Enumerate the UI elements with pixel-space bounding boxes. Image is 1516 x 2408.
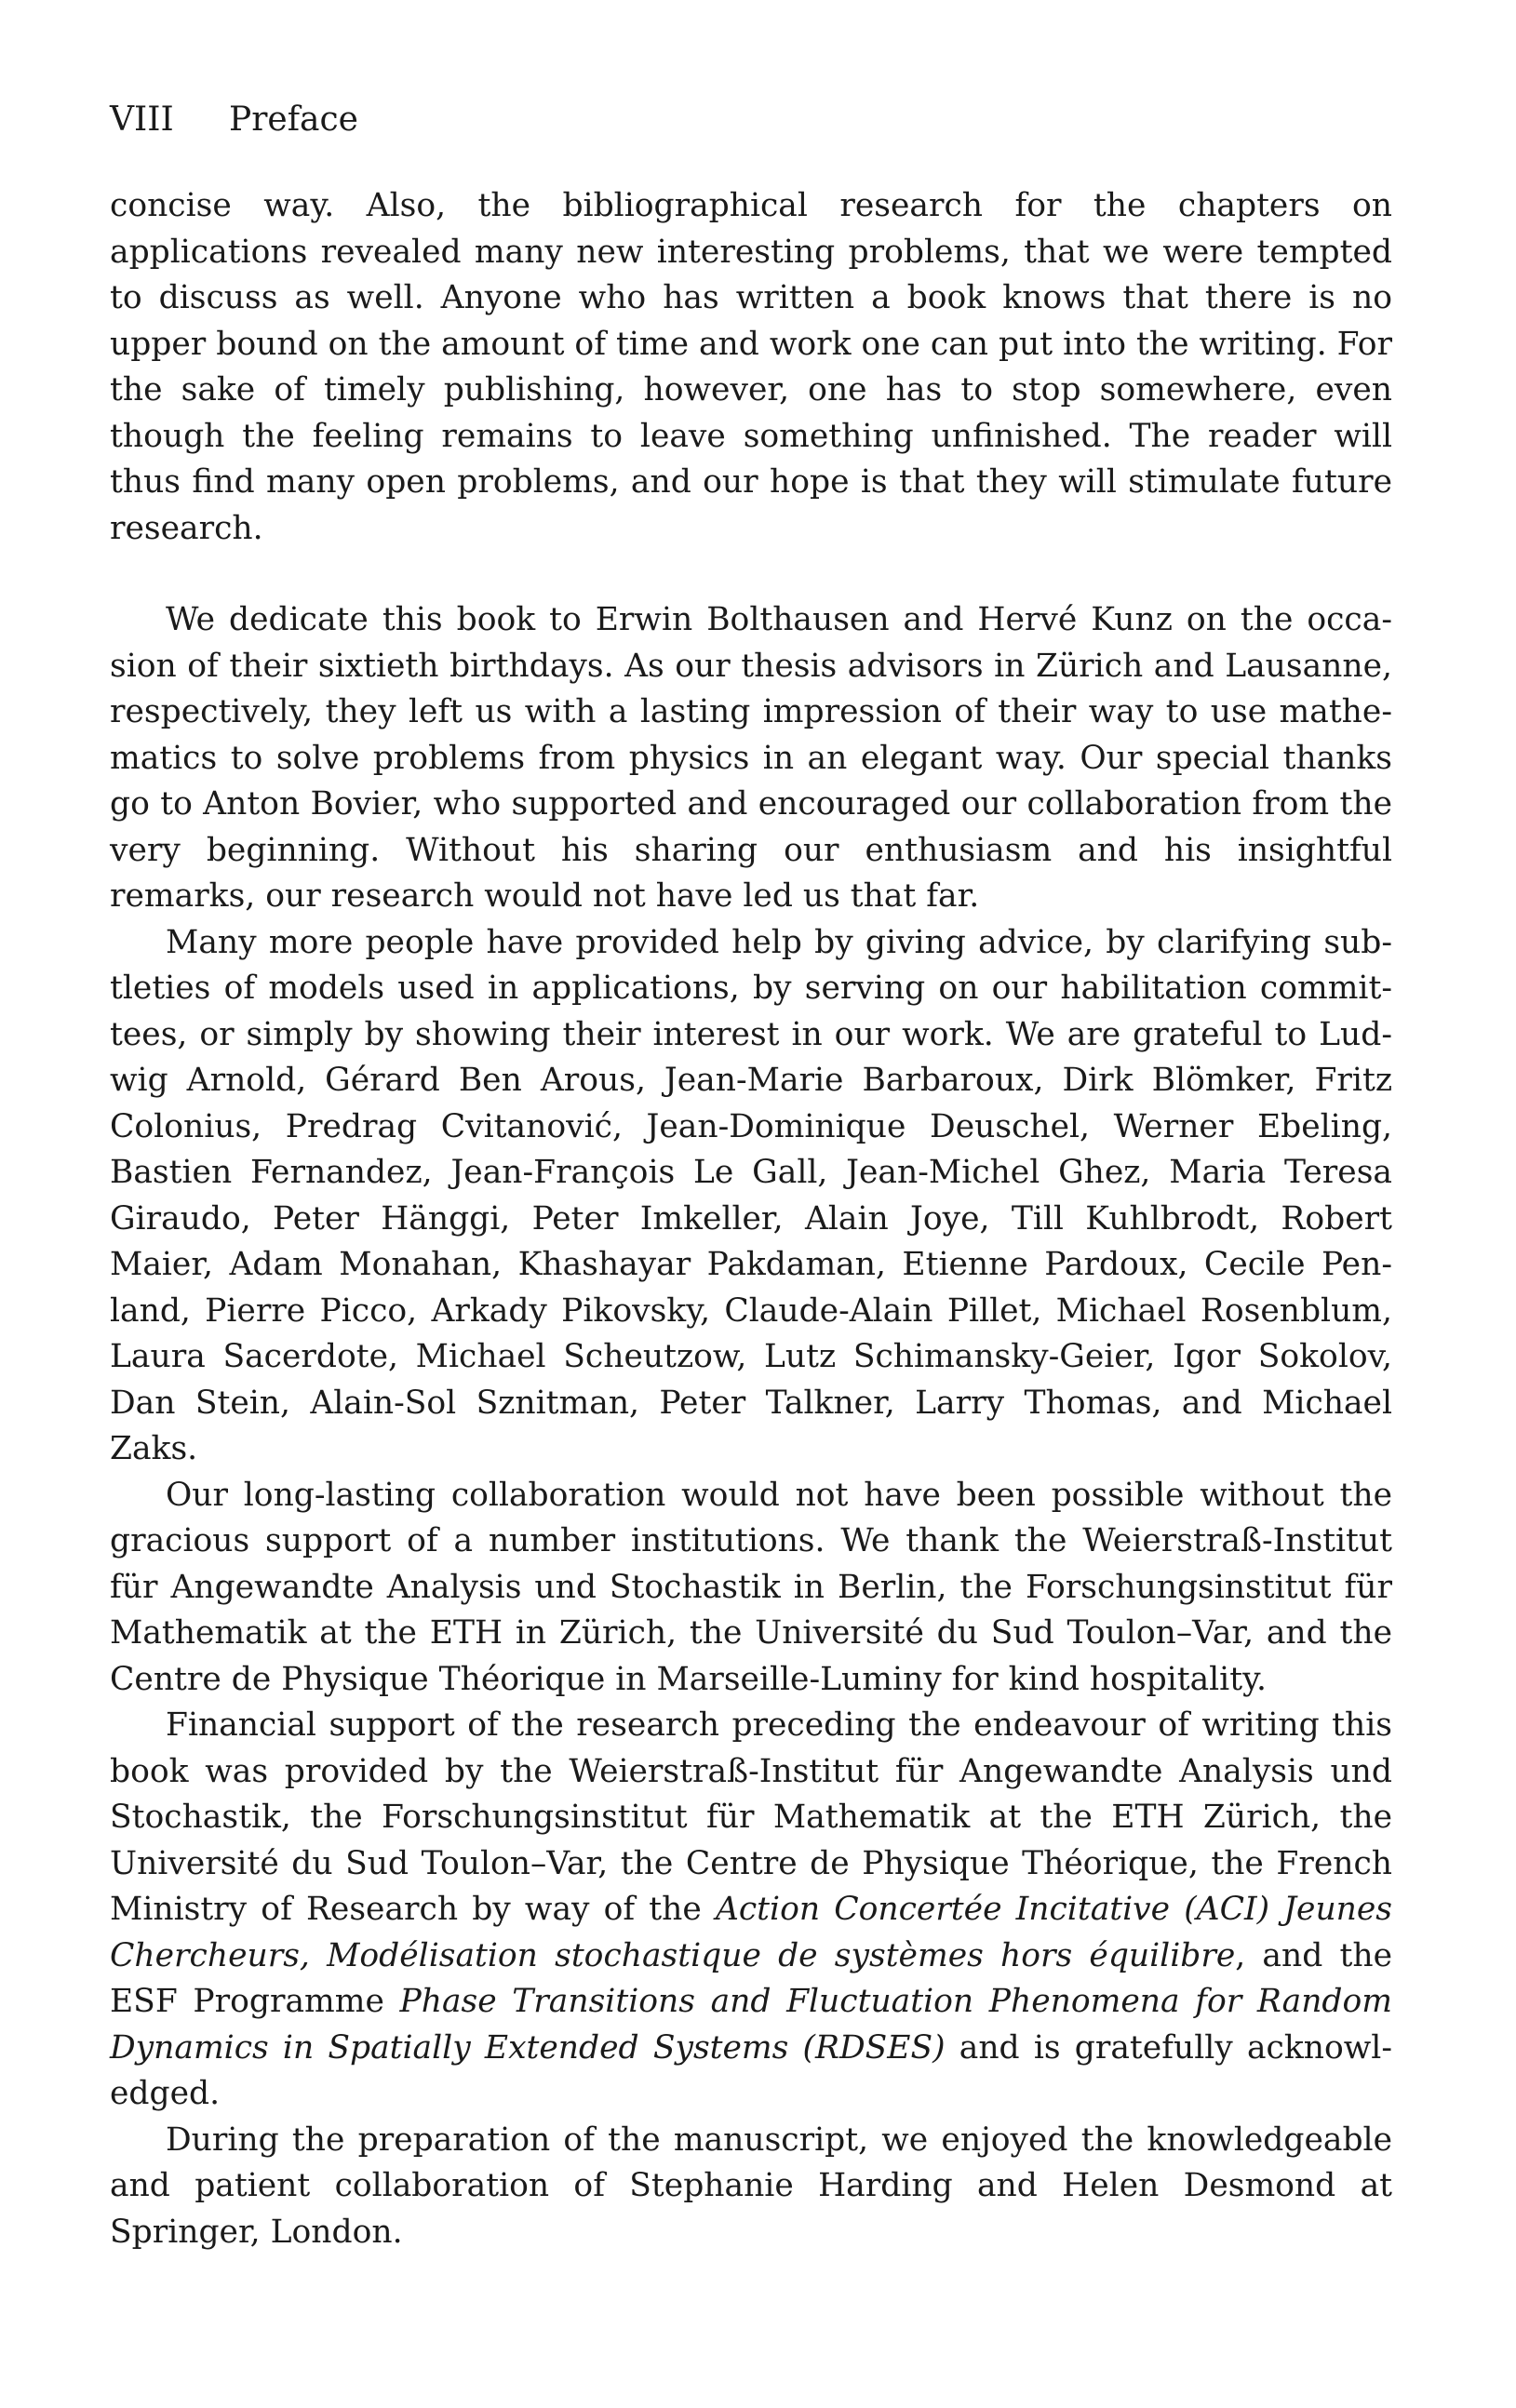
financial-text-2: , and the ESF Programme xyxy=(110,1936,1392,2020)
paragraph-concise-way: concise way. Also, the bibliographical research for the chapters on applications revealed many new interesting problems, that we were tempted to discuss as well. Anyone who has written a book knows that there is no upper bound on the amount of time and work one can put into the writing. For the sake of timely publishing, however, one has to stop somewhere, even though the feeling remains to leave something unfinished. The reader will thus find many open problems, and our hope is that they will stimulate future research. xyxy=(110,187,1392,547)
body-text xyxy=(110,183,1392,2255)
page-number: VIII xyxy=(110,100,174,139)
paragraph-dedication: We dedicate this book to Erwin Bolthausen and Hervé Kunz on the occasion of their sixtieth birthdays. As our thesis advisors in Zürich and Lausanne, respectively, they left us with a lasting impression of their way to use mathematics to solve problems from physics in an elegant way. Our special thanks go to Anton Bovier, who supported and encouraged our collaboration from the very beginning. Without his sharing our enthusiasm and his insightful remarks, our research would not have led us that far. xyxy=(110,601,1392,915)
running-head-title: Preface xyxy=(229,100,358,139)
financial-text-1: Financial support of the research preceding the endeavour of writing this book was provided by the Weierstraß-Institut für Angewandte Analysis und Stochastik, the Forschungsinstitut für Mathematik at the ETH Zürich, the Université du Sud Toulon–Var, the Centre de Physique Théorique, the French Ministry of Research by way of the xyxy=(110,1706,1392,1928)
program-title-aci: Action Concertée Incitative (ACI) Jeunes Chercheurs, Modélisation stochastique de systèmes hors équilibre xyxy=(110,1891,1393,1974)
running-head xyxy=(110,97,358,143)
paragraph-financial-support xyxy=(110,1703,1392,2118)
paragraph-institutions: Our long-lasting collaboration would not have been possible without the gracious support of a number institutions. We thank the Weierstraß-Institut für Angewandte Analysis und Stochastik in Berlin, the Forschungsinstitut für Mathematik at the ETH in Zürich, the Université du Sud Toulon–Var, and the Centre de Physique Théorique in Marseille-Luminy for kind hospitality. xyxy=(110,1476,1392,1698)
paragraph-manuscript-preparation: During the preparation of the manuscript, we enjoyed the knowledgeable and patient collaboration of Stephanie Harding and Helen Desmond at Springer, London. xyxy=(110,2120,1392,2251)
program-title-rdses: Phase Transitions and Fluctuation Phenomena for Random Dynamics in Spatially Extended Systems (RDSES) xyxy=(110,1983,1392,2067)
financial-text-3: and is gratefully acknowledged. xyxy=(110,2028,1392,2112)
paragraph-acknowledgements-people: Many more people have provided help by giving advice, by clarifying subtleties of models used in applications, by serving on our habilitation committees, or simply by showing their interest in our work. We are grateful to Ludwig Arnold, Gérard Ben Arous, Jean-Marie Barbaroux, Dirk Blömker, Fritz Colonius, Predrag Cvitanović, Jean-Dominique Deuschel, Werner Ebeling, Bastien Fernandez, Jean-François Le Gall, Jean-Michel Ghez, Maria Teresa Giraudo, Peter Hänggi, Peter Imkeller, Alain Joye, Till Kuhlbrodt, Robert Maier, Adam Monahan, Khashayar Pakdaman, Etienne Pardoux, Cecile Penland, Pierre Picco, Arkady Pikovsky, Claude-Alain Pillet, Michael Rosenblum, Laura Sacerdote, Michael Scheutzow, Lutz Schimansky-Geier, Igor Sokolov, Dan Stein, Alain-Sol Sznitman, Peter Talkner, Larry Thomas, and Michael Zaks. xyxy=(110,923,1392,1467)
